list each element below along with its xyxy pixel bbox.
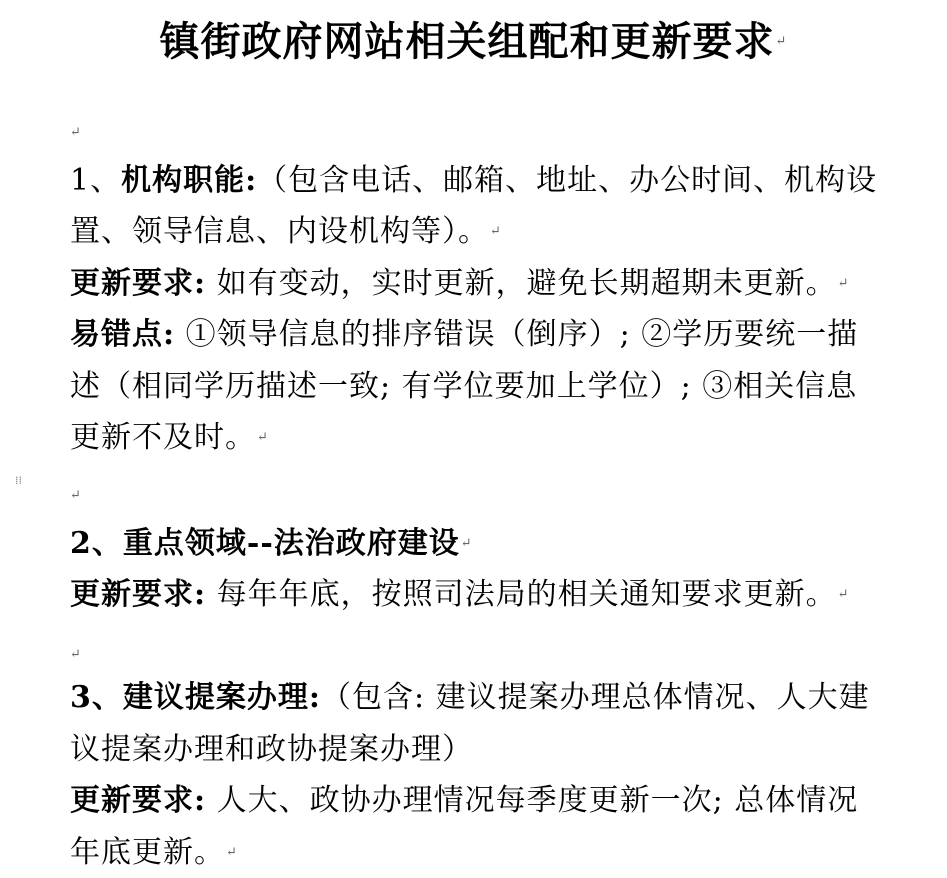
section-1-text-cont: 置、领导信息、内设机构等）。 [70, 214, 489, 249]
update-text: 每年年底，按照司法局的相关通知要求更新。 [206, 577, 837, 612]
paragraph-mark-icon: ↵ [837, 276, 850, 291]
paragraph-mark-icon: ↵ [70, 647, 81, 662]
section-2-update-line [70, 569, 906, 620]
update-text: 如有变动，实时更新，避免长期超期未更新。 [206, 266, 837, 301]
section-3-heading-line [70, 672, 906, 723]
update-text: 人大、政协办理情况每季度更新一次; 总体情况 [206, 783, 859, 818]
section-1-update-line [70, 258, 906, 309]
error-text-cont: 述（相同学历描述一致; 有学位要加上学位）; ③相关信息 [70, 369, 858, 404]
paragraph-mark-icon: ↵ [837, 587, 850, 602]
update-label: 更新要求: [70, 266, 207, 301]
drag-handle-icon[interactable]: ⁞⁞ [15, 474, 22, 487]
section-3-text-line [70, 724, 906, 775]
section-3-update-line-2 [70, 827, 906, 878]
section-2-heading-text: 2、重点领域--法治政府建设 [70, 526, 460, 561]
section-1-error-line-3 [70, 412, 906, 463]
error-text: ①领导信息的排序错误（倒序）; ②学历要统一描 [175, 317, 859, 352]
paragraph-mark-icon: ↵ [70, 125, 81, 140]
section-1-error-line [70, 309, 906, 360]
section-1-text-line [70, 206, 906, 257]
section-1-number: 1、 [70, 163, 122, 198]
paragraph-mark-icon: ↵ [226, 845, 238, 860]
document-title [0, 14, 947, 70]
section-3-update-line [70, 775, 906, 826]
section-1-heading-line [70, 155, 906, 206]
paragraph-mark-icon: ↵ [775, 34, 788, 49]
paragraph-mark-icon: ↵ [257, 430, 269, 445]
update-text-end: 年底更新。 [70, 835, 225, 870]
section-1-heading: 机构职能: [121, 163, 258, 198]
section-3-text: （包含: 建议提案办理总体情况、人大建 [320, 680, 870, 715]
section-1-text: （包含电话、邮箱、地址、办公时间、机构设 [257, 163, 878, 198]
error-label: 易错点: [70, 317, 176, 352]
update-label: 更新要求: [70, 783, 207, 818]
paragraph-mark-icon: ↵ [70, 488, 81, 503]
section-1-error-line-2 [70, 361, 906, 412]
section-3-text-cont: 议提案办理和政协提案办理） [70, 732, 473, 767]
paragraph-mark-icon: ↵ [460, 536, 473, 551]
section-3-heading: 3、建议提案办理: [70, 680, 321, 715]
section-2-heading [70, 518, 906, 569]
update-label: 更新要求: [70, 577, 207, 612]
paragraph-mark-icon: ↵ [490, 224, 502, 239]
title-text: 镇街政府网站相关组配和更新要求 [159, 18, 775, 65]
error-text-end: 更新不及时。 [70, 420, 256, 455]
